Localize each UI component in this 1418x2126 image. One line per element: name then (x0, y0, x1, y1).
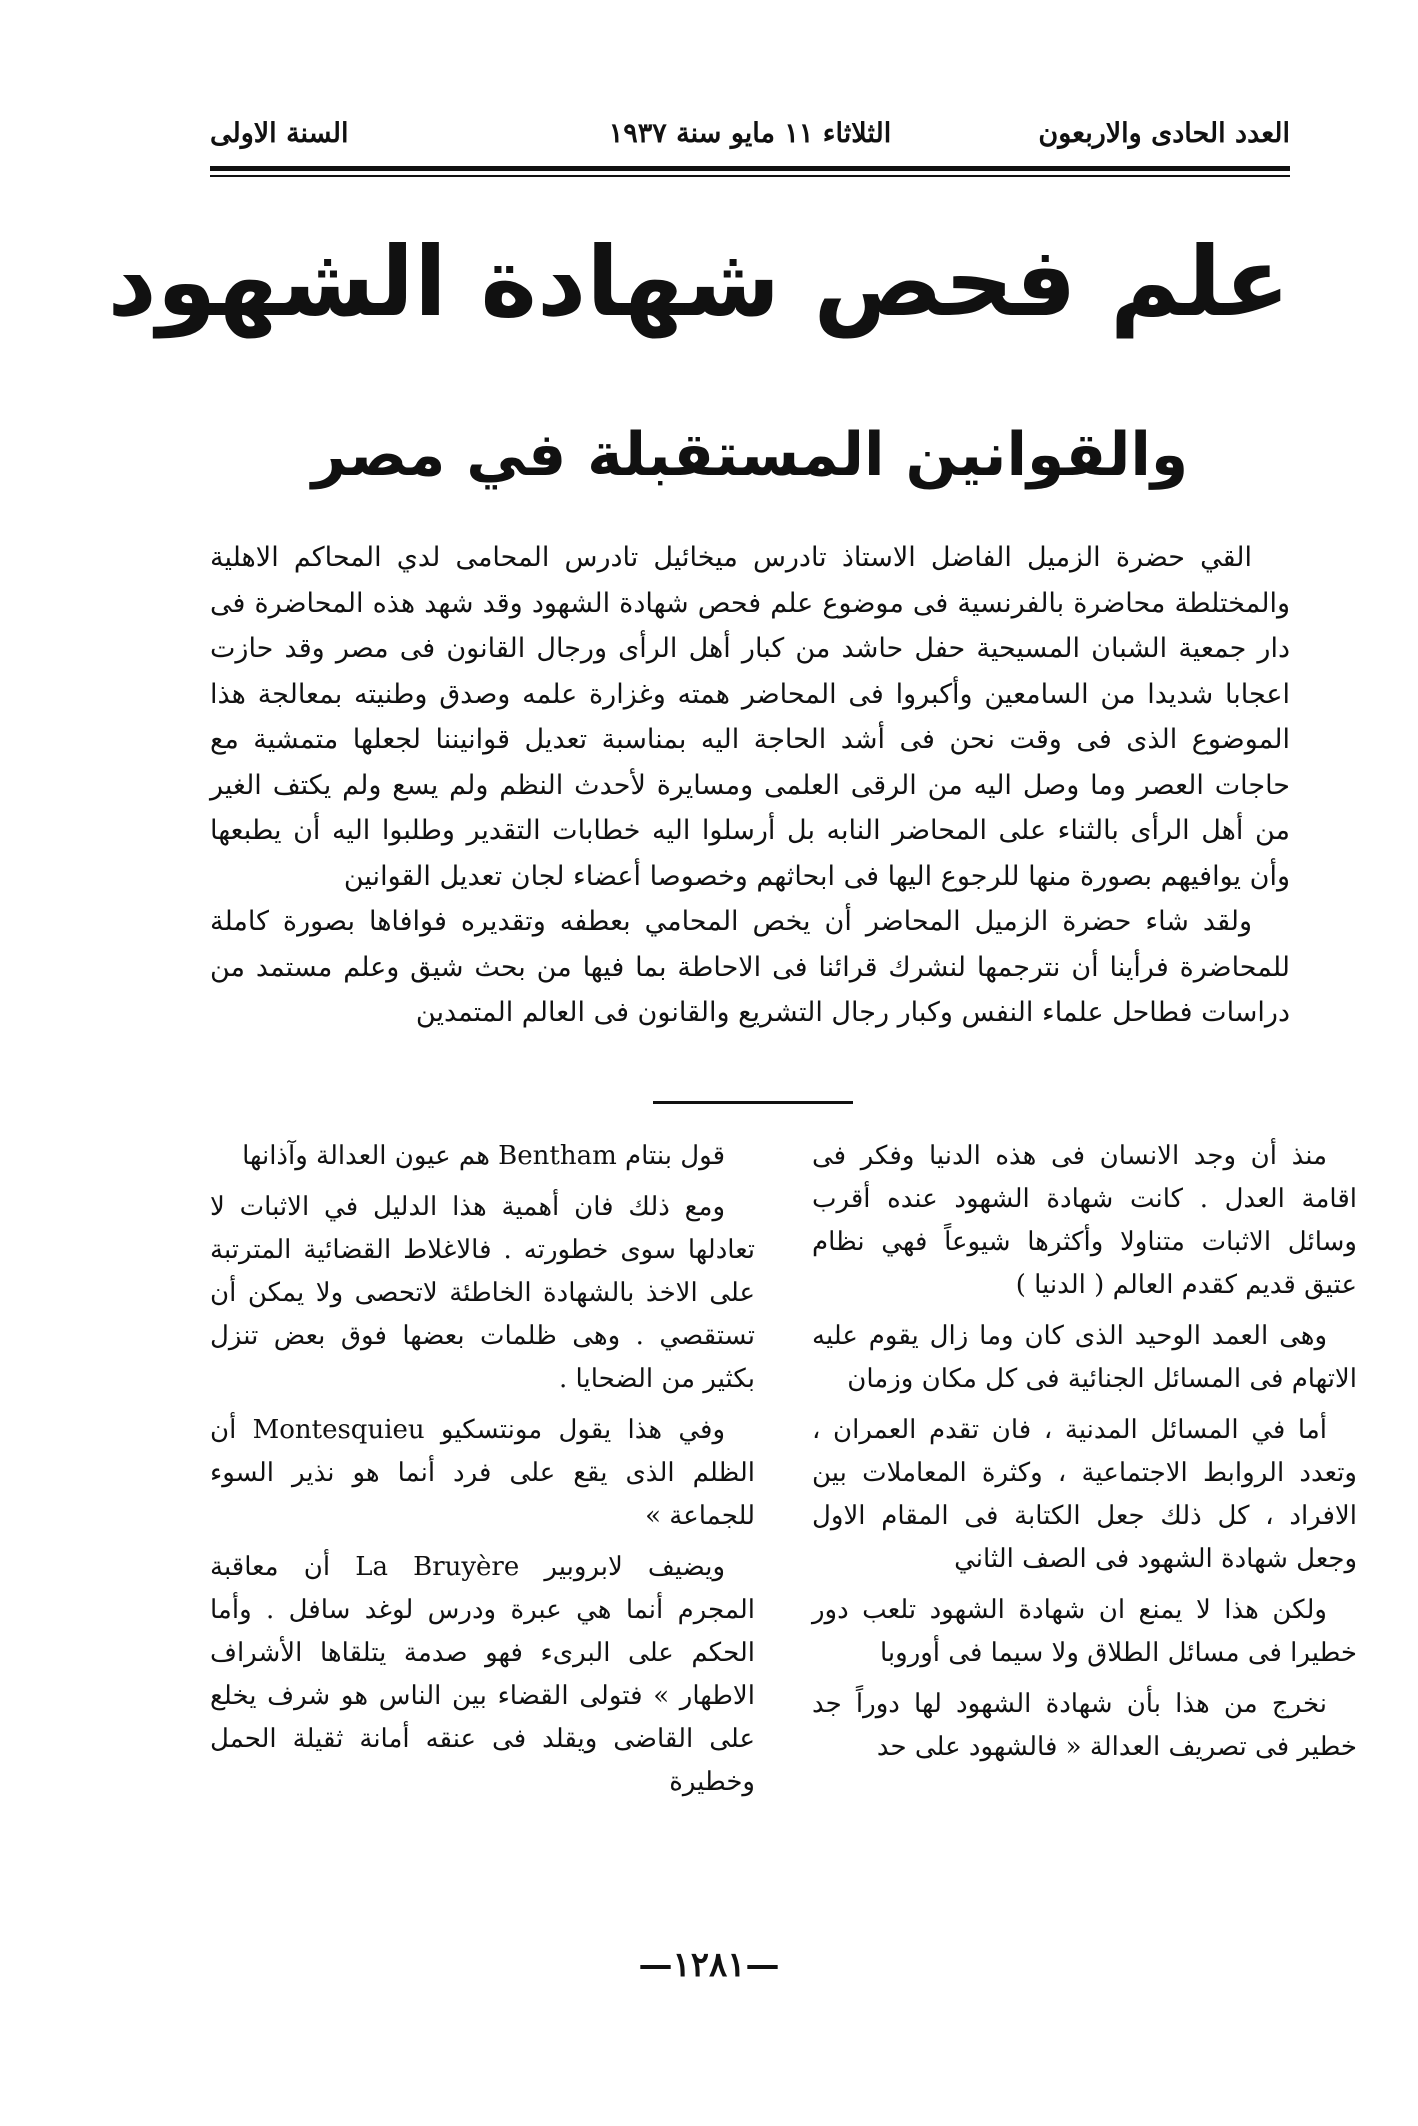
masthead (210, 118, 1290, 168)
issue-date: الثلاثاء ١١ مايو سنة ١٩٣٧ (608, 118, 892, 149)
left-column (210, 1135, 755, 1812)
body-paragraph: نخرج من هذا بأن شهادة الشهود لها دوراً جد خطير فى تصريف العدالة « فالشهود على حد (812, 1689, 1357, 1762)
body-paragraph: ويضيف لابروبير La Bruyère أن معاقبة المجرم أنما هي عبرة ودرس لوغد سافل . وأما الحكم على البرىء فهو صدمة يتلقاها الأشراف الاطهار » فتولى القضاء بين الناس هو شرف يخلع على القاضى ويقلد فى عنقه أمانة ثقيلة الحمل وخطيرة (210, 1552, 755, 1797)
intro-paragraph: ولقد شاء حضرة الزميل المحاضر أن يخص المحامي بعطفه وتقديره فوافاها بصورة كاملة للمحاضرة فرأينا أن نترجمها لنشرك قرائنا فى الاحاطة بما فيها من بحث شيق وعلم مستمد من دراسات فطاحل علماء النفس وكبار رجال التشريع والقانون فى العالم المتمدين (210, 906, 1290, 1028)
body-paragraph: ومع ذلك فان أهمية هذا الدليل في الاثبات لا تعادلها سوى خطورته . فالاغلاط القضائية المترتبة على الاخذ بالشهادة الخاطئة لاتحصى ولا يمكن أن تستقصي . وهى ظلمات بعضها فوق بعض تنزل بكثير من الضحايا . (210, 1192, 755, 1394)
body-paragraph: أما في المسائل المدنية ، فان تقدم العمران ، وتعدد الروابط الاجتماعية ، وكثرة المعاملات بين الافراد ، كل ذلك جعل الكتابة فى المقام الاول وجعل شهادة الشهود فى الصف الثاني (812, 1415, 1357, 1574)
right-column (812, 1135, 1357, 1777)
body-paragraph: وفي هذا يقول مونتسكيو Montesquieu أن الظلم الذى يقع على فرد أنما هو نذير السوء للجماعة » (210, 1415, 755, 1531)
body-paragraph: منذ أن وجد الانسان فى هذه الدنيا وفكر فى اقامة العدل . كانت شهادة الشهود عنده أقرب وسائل الاثبات متناولا وأكثرها شيوعاً فهي نظام عتيق قديم كقدم العالم ( الدنيا ) (812, 1141, 1357, 1300)
section-divider (653, 1101, 853, 1104)
body-paragraph: وهى العمد الوحيد الذى كان وما زال يقوم عليه الاتهام فى المسائل الجنائية فى كل مكان وزمان (812, 1321, 1357, 1394)
header-rule-thick (210, 166, 1290, 171)
intro-paragraph: القي حضرة الزميل الفاضل الاستاذ تادرس ميخائيل تادرس المحامى لدي المحاكم الاهلية والمختلطة محاضرة بالفرنسية فى موضوع علم فحص شهادة الشهود وقد شهد هذه المحاضرة فى دار جمعية الشبان المسيحية حفل حاشد من كبار أهل الرأى ورجال القانون فى مصر وقد حازت اعجابا شديدا من السامعين وأكبروا فى المحاضر همته وغزارة علمه وصدق وطنيته بمعالجة هذا الموضوع الذى فى وقت نحن فى أشد الحاجة اليه بمناسبة تعديل قوانيننا لجعلها متمشية مع حاجات العصر وما وصل اليه من الرقى العلمى ومسايرة لأحدث النظم ولم يسع ولم يكتف الغير من أهل الرأى بالثناء على المحاضر النابه بل أرسلوا اليه خطابات التقدير وطلبوا اليه أن يطبعها وأن يوافيهم بصورة منها للرجوع اليها فى ابحاثهم وخصوصا أعضاء لجان تعديل القوانين (210, 542, 1290, 892)
intro-section (210, 535, 1290, 1036)
body-paragraph: قول بنتام Bentham هم عيون العدالة وآذانها (242, 1141, 725, 1171)
publication-year: السنة الاولى (210, 118, 349, 149)
page-number: —١٢٨١— (638, 1945, 780, 1985)
article-subtitle: والقوانين المستقبلة في مصر (311, 420, 1189, 490)
body-paragraph: ولكن هذا لا يمنع ان شهادة الشهود تلعب دور خطيرا فى مسائل الطلاق ولا سيما فى أوروبا (812, 1595, 1357, 1668)
issue-number: العدد الحادى والاربعون (1038, 118, 1290, 149)
header-rule-thin (210, 175, 1290, 177)
article-title: علم فحص شهادة الشهود (107, 226, 1290, 338)
